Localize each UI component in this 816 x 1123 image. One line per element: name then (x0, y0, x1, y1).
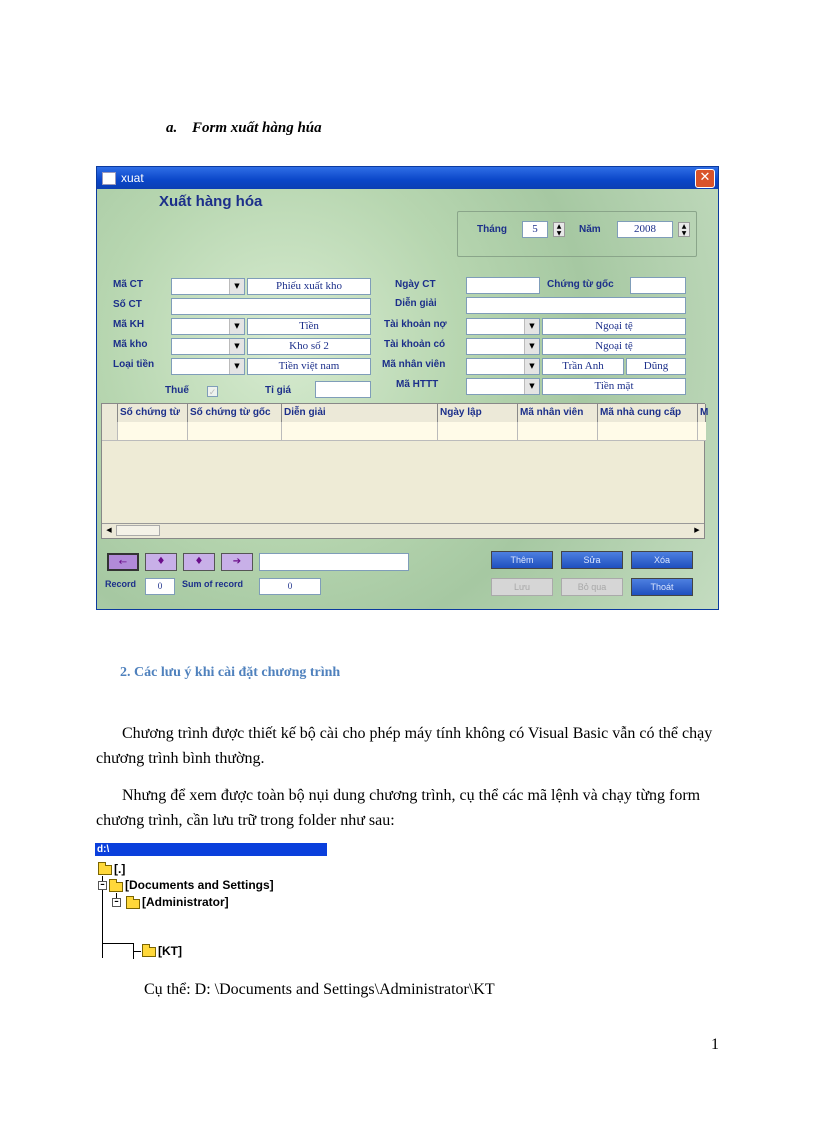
chevron-down-icon: ▼ (524, 359, 539, 374)
tk-no-desc: Ngoại tệ (542, 318, 686, 335)
tk-co-dropdown[interactable] (466, 338, 540, 355)
close-button[interactable]: ✕ (695, 169, 715, 188)
grid-column-header[interactable]: Diễn giải (282, 404, 438, 422)
tk-co-label: Tài khoản có (384, 339, 446, 350)
table-row[interactable] (102, 422, 706, 441)
ma-kho-desc: Kho số 2 (247, 338, 371, 355)
dien-giai-label: Diễn giải (395, 298, 437, 309)
caption-label: a. (166, 120, 178, 136)
sum-record-field: 0 (259, 578, 321, 595)
grid-header (102, 404, 709, 423)
caption-text: Form xuất hàng húa (192, 120, 322, 136)
ma-kho-dropdown[interactable] (171, 338, 245, 355)
prev-record-button[interactable]: ♦ (145, 553, 177, 571)
tree-line (102, 943, 134, 944)
ma-httt-label: Mã HTTT (396, 379, 439, 390)
chevron-down-icon: ▼ (229, 339, 244, 354)
ma-kh-dropdown[interactable] (171, 318, 245, 335)
sum-record-label: Sum of record (182, 579, 244, 589)
scroll-thumb[interactable] (116, 525, 160, 536)
tk-no-dropdown[interactable] (466, 318, 540, 335)
add-button[interactable]: Thêm (491, 551, 553, 569)
httt-desc: Tiền mặt (542, 378, 686, 395)
chevron-down-icon: ▼ (524, 319, 539, 334)
chevron-down-icon: ▼ (229, 319, 244, 334)
folder-icon (98, 865, 112, 875)
next-record-button[interactable]: ♦ (183, 553, 215, 571)
ti-gia-field[interactable] (315, 381, 371, 398)
delete-button[interactable]: Xóa (631, 551, 693, 569)
chevron-down-icon: ▼ (229, 279, 244, 294)
grid-column-header[interactable]: Mã nhà cung cấp (598, 404, 698, 422)
ma-ct-label: Mã CT (113, 279, 143, 290)
year-spinner[interactable]: ▲ ▼ (678, 222, 690, 237)
loai-tien-label: Loại tiền (113, 359, 155, 370)
tree-root[interactable]: [.] (114, 862, 126, 876)
ngay-ct-field[interactable] (466, 277, 540, 294)
folder-icon (142, 947, 156, 957)
edit-button[interactable]: Sửa (561, 551, 623, 569)
form-title: Xuất hàng hóa (159, 193, 263, 210)
tk-no-label: Tài khoản nợ (384, 319, 447, 330)
window-title: xuat (121, 171, 144, 185)
page-number: 1 (711, 1036, 719, 1053)
grid-column-header[interactable]: Số chứng từ (118, 404, 188, 422)
ma-nv-dropdown[interactable] (466, 358, 540, 375)
tree-kt[interactable]: [KT] (158, 944, 182, 958)
month-spinner[interactable]: ▲ ▼ (553, 222, 565, 237)
paragraph-2: Nhưng để xem được toàn bộ nụi dung chương trình, cụ thể các mã lệnh và chạy từng form chương trình, cần lưu trữ trong folder như sau: (96, 787, 701, 829)
thue-label: Thuế (165, 385, 189, 396)
folder-icon (126, 899, 140, 909)
grid-column-header[interactable]: Ngày lập (438, 404, 518, 422)
grid-corner (102, 404, 118, 422)
ma-ct-dropdown[interactable] (171, 278, 245, 295)
collapse-icon[interactable]: – (112, 898, 121, 907)
ti-gia-label: Tỉ giá (265, 385, 292, 396)
grid-column-header[interactable]: Mã nhân viên (518, 404, 598, 422)
loai-tien-desc: Tiền việt nam (247, 358, 371, 375)
window-icon (102, 172, 116, 185)
ma-kh-label: Mã KH (113, 319, 145, 330)
ma-httt-dropdown[interactable] (466, 378, 540, 395)
chung-tu-goc-label: Chứng từ gốc (547, 279, 614, 290)
last-record-button[interactable]: ➔ (221, 553, 253, 571)
grid-column-header[interactable]: Số chứng từ gốc (188, 404, 282, 422)
app-window (96, 166, 719, 610)
horizontal-scrollbar[interactable] (102, 523, 704, 538)
folder-icon (109, 882, 123, 892)
path-line: Cụ thể: D: \Documents and Settings\Administrator\KT (144, 981, 495, 998)
ma-ct-desc: Phiếu xuất kho (247, 278, 371, 295)
dien-giai-field[interactable] (466, 297, 686, 314)
chevron-down-icon: ▼ (524, 339, 539, 354)
grid-column-header[interactable]: M (698, 404, 706, 422)
save-button[interactable]: Lưu (491, 578, 553, 596)
so-ct-label: Số CT (113, 299, 142, 310)
collapse-icon[interactable]: – (98, 881, 107, 890)
skip-button[interactable]: Bỏ qua (561, 578, 623, 596)
first-record-button[interactable]: ← (107, 553, 139, 571)
scroll-left-icon[interactable]: ◀ (106, 526, 112, 534)
chevron-down-icon: ▼ (229, 359, 244, 374)
nv-first-name: Trần Anh (542, 358, 624, 375)
tree-documents[interactable]: [Documents and Settings] (125, 878, 274, 892)
section-heading: 2. Các lưu ý khi cài đặt chương trình (120, 665, 341, 680)
record-field: 0 (145, 578, 175, 595)
folder-tree (95, 843, 327, 965)
month-label: Tháng (477, 224, 507, 235)
title-bar (97, 167, 718, 189)
loai-tien-dropdown[interactable] (171, 358, 245, 375)
scroll-right-icon[interactable]: ▶ (694, 526, 700, 534)
tree-administrator[interactable]: [Administrator] (142, 895, 229, 909)
record-label: Record (105, 579, 137, 589)
tree-line (133, 951, 141, 952)
chevron-down-icon: ▼ (524, 379, 539, 394)
exit-button[interactable]: Thoát (631, 578, 693, 596)
paragraph-1: Chương trình được thiết kế bộ cài cho phép máy tính không có Visual Basic vẫn có thể chạy chương trình bình thường. (96, 725, 713, 767)
nv-last-name: Dũng (626, 358, 686, 375)
ngay-ct-label: Ngày CT (395, 279, 436, 290)
search-field[interactable] (259, 553, 409, 571)
drive-bar[interactable]: d:\ (95, 843, 327, 856)
ma-kh-desc: Tiền (247, 318, 371, 335)
figure-caption (166, 120, 322, 137)
ma-kho-label: Mã kho (113, 339, 148, 350)
tk-co-desc: Ngoại tệ (542, 338, 686, 355)
month-field[interactable]: 5 (522, 221, 548, 238)
so-ct-field[interactable] (171, 298, 371, 315)
year-label: Năm (579, 224, 601, 235)
ma-nv-label: Mã nhân viên (382, 359, 446, 370)
data-grid[interactable] (101, 403, 709, 539)
year-field[interactable]: 2008 (617, 221, 673, 238)
thue-checkbox[interactable]: ✓ (208, 387, 217, 397)
chung-tu-goc-field[interactable] (630, 277, 686, 294)
